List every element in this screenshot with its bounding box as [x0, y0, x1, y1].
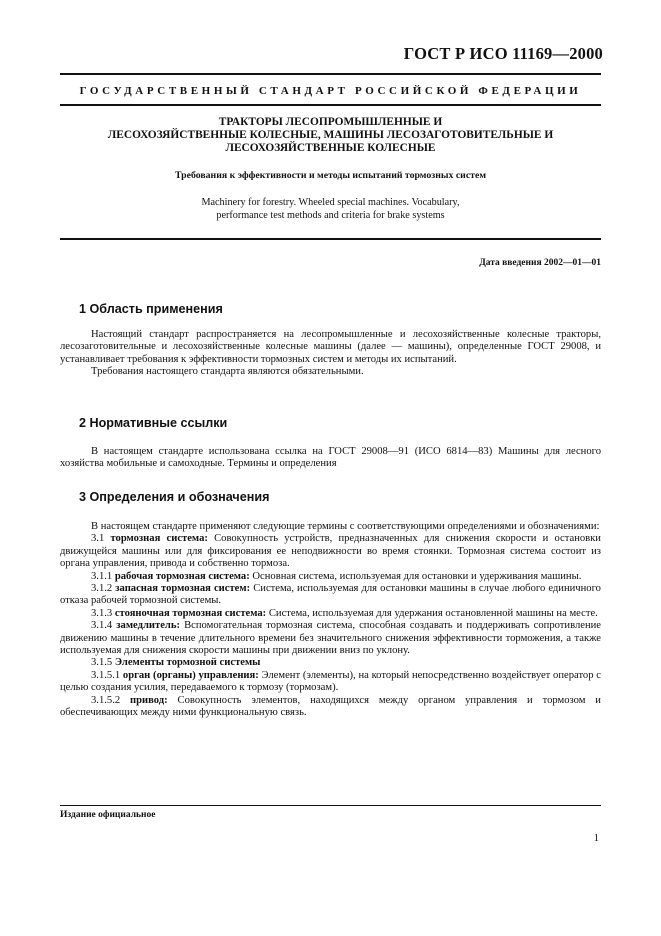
official-edition-label: Издание официальное: [60, 810, 156, 820]
document-subtitle: Требования к эффективности и методы испытаний тормозных систем: [174, 170, 487, 181]
section-2-body: [60, 446, 601, 471]
standard-code: ГОСТ Р ИСО 11169—2000: [403, 44, 603, 63]
term-3-1-1: [60, 571, 601, 583]
top-rule: [60, 73, 601, 75]
document-title: [60, 116, 601, 155]
section-2-paragraph: В настоящем стандарте использована ссылка на ГОСТ 29008—91 (ИСО 6814—83) Машины для лесного хозяйства мобильные и самоходные. Термины и определения: [60, 446, 601, 470]
org-rule: [60, 104, 601, 106]
section-1-heading: 1 Область применения: [79, 302, 223, 316]
term-number: 3.1.5: [91, 657, 113, 669]
english-title-line-2: performance test methods and criteria for brake systems: [216, 210, 445, 221]
organization-name: ГОСУДАРСТВЕННЫЙ СТАНДАРТ РОССИЙСКОЙ ФЕДЕРАЦИИ: [79, 85, 582, 97]
term-name: Элементы тормозной системы: [114, 657, 261, 669]
section-2-heading: 2 Нормативные ссылки: [79, 416, 228, 430]
term-3-1: [60, 533, 601, 570]
title-rule: [60, 238, 601, 240]
term-definition: Вспомогательная тормозная система, способная создавать и поддерживать сопротивление движению машины в течение длительного времени без значительного снижения эффективности торможения, а также используемая для снижения скорости машины при движении вниз по уклону.: [60, 620, 601, 657]
english-title: [60, 196, 601, 222]
term-definition: Система, используемая для остановки машины в случае любого единичного отказа рабочей тормозной системы.: [60, 583, 601, 607]
term-definition: Основная система, используемая для остановки и удерживания машины.: [252, 570, 582, 582]
term-3-1-3: [60, 608, 601, 620]
term-definition: Совокупность устройств, предназначенных для снижения скорости и остановки движущейся машины или для фиксирования ее неподвижности во время стоянки. Тормозная система состоит из органа управления, привода и собственно тормоза.: [60, 533, 601, 570]
term-definition: Система, используемая для удержания остановленной машины на месте.: [268, 607, 598, 619]
section-1-paragraph: Требования настоящего стандарта являются обязательными.: [91, 366, 364, 378]
term-number: 3.1.3: [91, 607, 113, 619]
term-name: запасная тормозная систем:: [115, 583, 251, 595]
section-1-paragraph: Настоящий стандарт распространяется на лесопромышленные и лесохозяйственные колесные тракторы, лесозаготовительные и лесохозяйственные колесные машины (далее — машины), определенные ГОСТ 29008, и устанавливает требования к эффективности тормозных систем и методы их испытаний.: [60, 329, 601, 365]
term-definition: Элемент (элементы), на который непосредственно воздействует оператор с целью создания усилия, передаваемого к тормозу (тормозам).: [60, 669, 601, 694]
section-1-body: [60, 329, 601, 379]
term-number: 3.1.2: [91, 583, 113, 595]
english-title-line-1: Machinery for forestry. Wheeled special machines. Vocabulary,: [201, 197, 460, 208]
title-line-3: ЛЕСОХОЗЯЙСТВЕННЫЕ КОЛЕСНЫЕ: [225, 142, 436, 154]
term-3-1-2: [60, 583, 601, 608]
term-name: орган (органы) управления:: [122, 669, 259, 681]
footer-rule: [60, 805, 601, 806]
term-name: стояночная тормозная система:: [114, 607, 267, 619]
term-number: 3.1.1: [91, 570, 113, 582]
page-number: 1: [593, 833, 599, 844]
term-number: 3.1.5.1: [91, 669, 121, 681]
term-3-1-5-1: [60, 670, 601, 695]
section-3-heading: 3 Определения и обозначения: [79, 490, 270, 504]
term-number: 3.1.5.2: [91, 694, 121, 706]
term-number: 3.1: [91, 533, 105, 545]
term-name: тормозная система:: [110, 533, 208, 545]
title-line-2: ЛЕСОХОЗЯЙСТВЕННЫЕ КОЛЕСНЫЕ, МАШИНЫ ЛЕСОЗАГОТОВИТЕЛЬНЫЕ И: [107, 129, 554, 141]
title-line-1: ТРАКТОРЫ ЛЕСОПРОМЫШЛЕННЫЕ И: [218, 116, 443, 128]
section-3-body: [60, 521, 601, 720]
term-definition: Совокупность элементов, находящихся между органом управления и тормозом и обеспечивающих между ними функциональную связь.: [60, 694, 601, 719]
term-3-1-5-2: [60, 695, 601, 720]
section-3-intro: В настоящем стандарте применяют следующие термины с соответствующими определениями и обозначениями:: [91, 521, 600, 532]
term-number: 3.1.4: [91, 620, 113, 632]
term-name: рабочая тормозная система:: [114, 570, 250, 582]
term-name: привод:: [130, 694, 168, 706]
introduction-date: Дата введения 2002—01—01: [479, 258, 601, 268]
term-3-1-5: [60, 657, 601, 669]
term-3-1-4: [60, 620, 601, 657]
term-name: замедлитель:: [116, 620, 180, 632]
